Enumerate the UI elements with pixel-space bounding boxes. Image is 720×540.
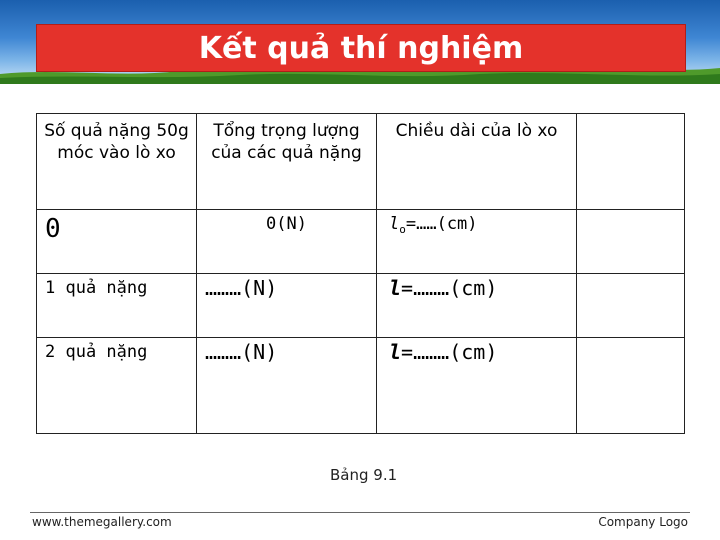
row0-col4 <box>577 210 685 274</box>
row2-col2 <box>197 338 377 434</box>
header-total-weight: Tổng trọng lượng của các quả nặng <box>197 114 377 210</box>
table-caption: Bảng 9.1 <box>330 466 398 484</box>
title-banner <box>36 24 686 72</box>
row2-col4 <box>577 338 685 434</box>
results-table <box>36 113 685 434</box>
row1-col2 <box>197 274 377 338</box>
row1-length-symbol: l <box>389 276 402 300</box>
header-empty <box>577 114 685 210</box>
table-row <box>37 210 685 274</box>
table-header-row <box>37 114 685 210</box>
row0-weight: 0(N) <box>266 214 307 234</box>
row1-weight: ………(N) <box>205 276 278 300</box>
table-row <box>37 274 685 338</box>
row0-length-subscript: o <box>399 223 406 237</box>
row0-count: 0 <box>45 214 61 244</box>
row0-col1 <box>37 210 197 274</box>
footer-divider <box>30 512 690 513</box>
page-title: Kết quả thí nghiệm <box>198 30 524 66</box>
header-spring-length: Chiều dài của lò xo <box>377 114 577 210</box>
row0-col3 <box>377 210 577 274</box>
row0-length-symbol: l <box>389 214 400 234</box>
table-row <box>37 338 685 434</box>
row1-length-value: =………(cm) <box>401 276 498 300</box>
row0-length-value: =……(cm) <box>405 214 478 234</box>
row1-col3 <box>377 274 577 338</box>
row2-weight: ………(N) <box>205 340 278 364</box>
row0-col2 <box>197 210 377 274</box>
row2-length-symbol: l <box>389 340 402 364</box>
footer-company-logo: Company Logo <box>598 515 688 529</box>
row2-col3 <box>377 338 577 434</box>
row2-col1 <box>37 338 197 434</box>
row1-count: 1 quả nặng <box>45 278 148 298</box>
row1-col1 <box>37 274 197 338</box>
row1-col4 <box>577 274 685 338</box>
row2-count: 2 quả nặng <box>45 342 148 362</box>
footer-website: www.themegallery.com <box>32 515 172 529</box>
header-weights-count: Số quả nặng 50g móc vào lò xo <box>37 114 197 210</box>
row2-length-value: =………(cm) <box>401 340 498 364</box>
